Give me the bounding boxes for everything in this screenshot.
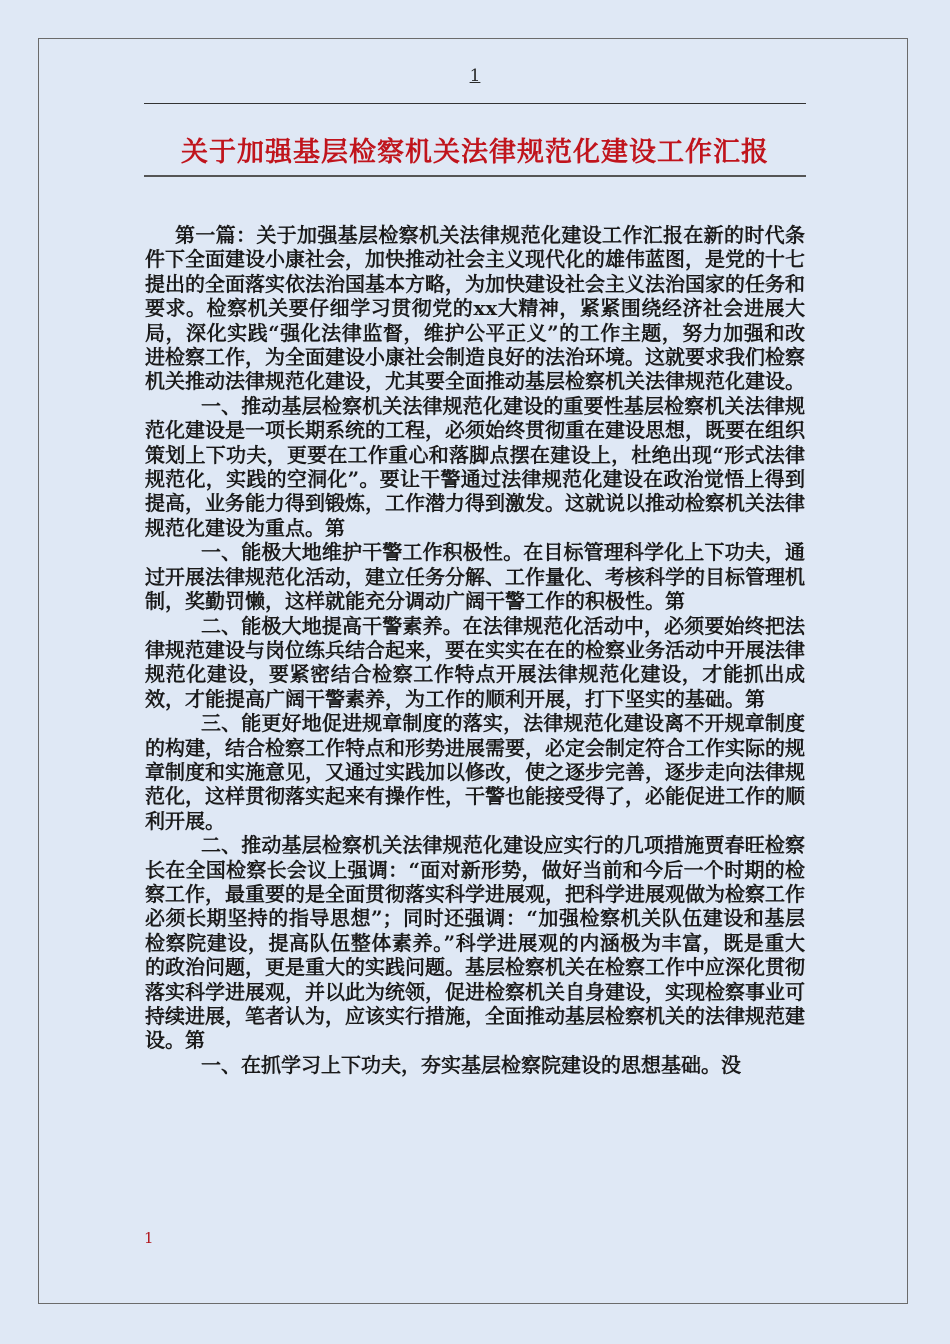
paragraph: 二、能极大地提高干警素养。在法律规范化活动中，必须要始终把法律规范建设与岗位练兵结合起来，要在实实在在的检察业务活动中开展法律规范化建设，要紧密结合检察工作特点开展法律规范化建设，才能抓出成效，才能提高广阔干警素养，为工作的顺利开展，打下坚实的基础。第 — [145, 613, 805, 711]
document-title: 关于加强基层检察机关法律规范化建设工作汇报 — [181, 137, 769, 168]
paragraph: 三、能更好地促进规章制度的落实，法律规范化建设离不开规章制度的构建，结合检察工作特点和形势进展需要，必定会制定符合工作实际的规章制度和实施意见，又通过实践加以修改，使之逐步完善，逐步走向法律规范化，这样贯彻落实起来有操作性，干警也能接受得了，必能促进工作的顺利开展。 — [145, 711, 805, 833]
paragraph: 一、推动基层检察机关法律规范化建设的重要性基层检察机关法律规范化建设是一项长期系统的工程，必须始终贯彻重在建设思想，既要在组织策划上下功夫，更要在工作重心和落脚点摆在建设上，杜绝出现“形式法律规范化，实践的空洞化”。要让干警通过法律规范化建设在政治觉悟上得到提高，业务能力得到锻炼，工作潜力得到激发。这就说以推动检察机关法律规范化建设为重点。第 — [145, 393, 805, 540]
paragraph: 第一篇：关于加强基层检察机关法律规范化建设工作汇报在新的时代条件下全面建设小康社会，加快推动社会主义现代化的雄伟蓝图，是党的十七提出的全面落实依法治国基本方略，为加快建设社会主义法治国家的任务和要求。检察机关要仔细学习贯彻党的xx大精神，紧紧围绕经济社会进展大局，深化实践“强化法律监督，维护公平正义”的工作主题，努力加强和改进检察工作，为全面建设小康社会制造良好的法治环境。这就要求我们检察机关推动法律规范化建设，尤其要全面推动基层检察机关法律规范化建设。 — [145, 223, 805, 394]
paragraph: 一、在抓学习上下功夫，夯实基层检察院建设的思想基础。没 — [201, 1052, 741, 1077]
header-rule — [144, 103, 806, 104]
paragraph: 一、能极大地维护干警工作积极性。在目标管理科学化上下功夫，通过开展法律规范化活动，建立任务分解、工作量化、考核科学的目标管理机制，奖勤罚懒，这样就能充分调动广阔干警工作的积极性。第 — [145, 540, 805, 614]
document-body — [145, 223, 805, 1077]
title-rule — [144, 175, 806, 177]
paragraph: 二、推动基层检察机关法律规范化建设应实行的几项措施贾春旺检察长在全国检察长会议上强调：“面对新形势，做好当前和今后一个时期的检察工作，最重要的是全面贯彻落实科学进展观，把科学进展观做为检察工作必须长期坚持的指导思想”；同时还强调：“加强检察机关队伍建设和基层检察院建设，提高队伍整体素养。”科学进展观的内涵极为丰富，既是重大的政治问题，更是重大的实践问题。基层检察机关在检察工作中应深化贯彻落实科学进展观，并以此为统领，促进检察机关自身建设，实现检察事业可持续进展，笔者认为，应该实行措施，全面推动基层检察机关的法律规范建设。第 — [145, 833, 805, 1053]
footer-page-number: 1 — [144, 1229, 154, 1247]
header-page-number: 1 — [469, 66, 481, 86]
